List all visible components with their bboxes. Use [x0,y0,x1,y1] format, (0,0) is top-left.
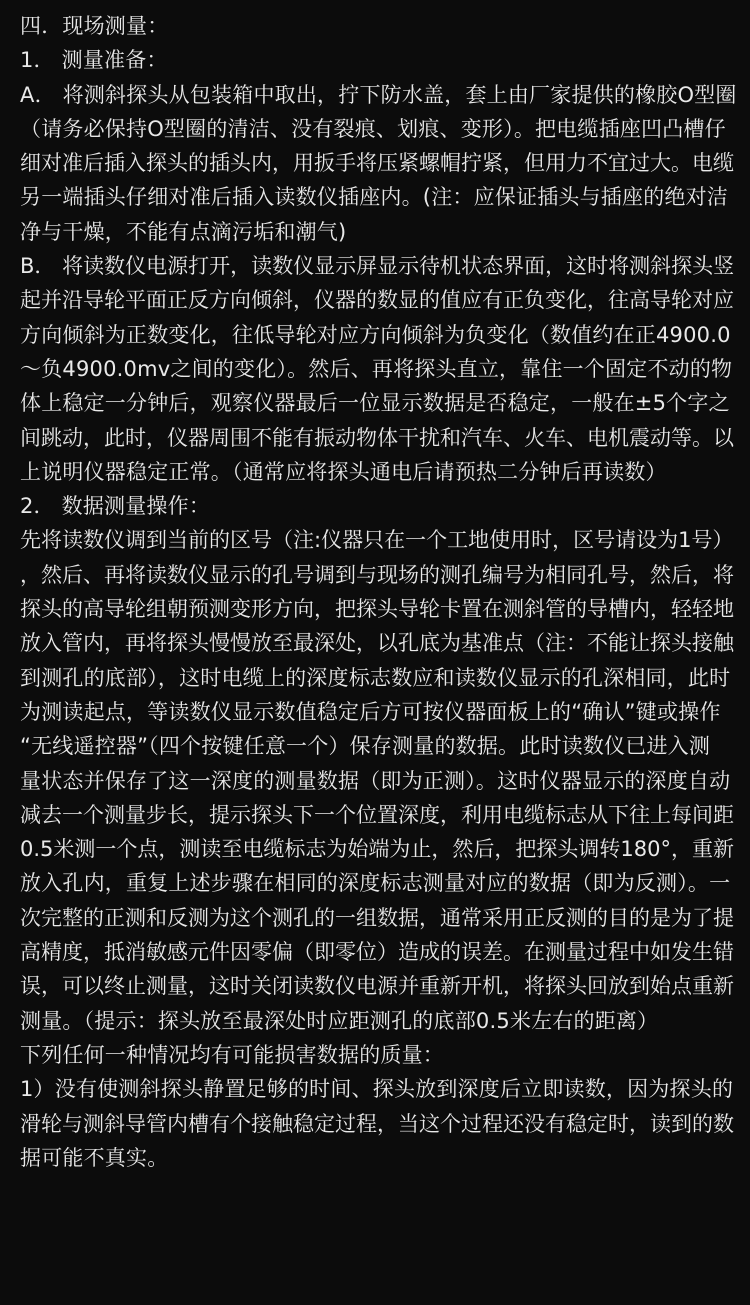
text-line: 减去一个测量步长，提示探头下一个位置深度，利用电缆标志从下往上每间距 [20,802,734,827]
text-line: 起并沿导轮平面正反方向倾斜，仪器的数显的值应有正负变化，往高导轮对应 [20,288,734,313]
text-line: 高精度，抵消敏感元件因零偏（即零位）造成的误差。在测量过程中如发生错 [20,940,734,965]
text-line: 据可能不真实。 [20,1145,169,1170]
text-line: 净与干燥，不能有点滴污垢和潮气) [20,219,347,244]
text-line: 放入管内，再将探头慢慢放至最深处，以孔底为基准点（注：不能让探头接触 [20,631,734,656]
text-line: 量状态并保存了这一深度的测量数据（即为正测）。这时仪器显示的深度自动 [20,768,731,793]
text-line: 误，可以终止测量，这时关闭读数仪电源并重新开机，将探头回放到始点重新 [20,974,734,999]
text-line: ～负4900.0mv之间的变化）。然后、再将探头直立，靠住一个固定不动的物 [20,356,733,381]
text-line: 到测孔的底部），这时电缆上的深度标志数应和读数仪显示的孔深相同，此时 [20,665,731,690]
text-line: 滑轮与测斜导管内槽有个接触稳定过程，当这个过程还没有稳定时，读到的数 [20,1111,734,1136]
text-line: 上说明仪器稳定正常。（通常应将探头通电后请预热二分钟后再读数） [20,459,667,484]
text-line: 放入孔内，重复上述步骤在相同的深度标志测量对应的数据（即为反测）。一 [20,871,731,896]
text-line: “无线遥控器”（四个按键任意一个）保存测量的数据。此时读数仪已进入测 [20,734,711,759]
text-line: 为测读起点，等读数仪显示数值稳定后方可按仪器面板上的“确认”键或操作 [20,699,721,724]
text-line: A． 将测斜探头从包装箱中取出，拧下防水盖，套上由厂家提供的橡胶O型圈 [20,82,737,107]
text-line: 探头的高导轮组朝预测变形方向，把探头导轮卡置在测斜管的导槽内，轻轻地 [20,597,734,622]
text-line: 0.5米测一个点，测读至电缆标志为始端为止，然后，把探头调转180°，重新 [20,837,734,862]
text-line: 测量。（提示：探头放至最深处时应距测孔的底部0.5米左右的距离） [20,1008,659,1033]
text-line: 2． 数据测量操作： [20,494,211,519]
text-line: 次完整的正测和反测为这个测孔的一组数据，通常采用正反测的目的是为了提 [20,905,734,930]
text-line: 四．现场测量： [20,14,169,38]
text-line: 方向倾斜为正数变化，往低导轮对应方向倾斜为负变化（数值约在正4900.0 [20,322,731,347]
text-line: 1）没有使测斜探头静置足够的时间、探头放到深度后立即读数，因为探头的 [20,1077,734,1102]
text-line: 细对准后插入探头的插头内，用扳手将压紧螺帽拧紧，但用力不宜过大。电缆 [20,151,734,176]
text-line: B． 将读数仪电源打开，读数仪显示屏显示待机状态界面，这时将测斜探头竖 [20,254,735,279]
text-line: 另一端插头仔细对准后插入读数仪插座内。(注：应保证插头与插座的绝对洁 [20,185,728,210]
text-line: 1． 测量准备： [20,48,168,73]
text-line: 先将读数仪调到当前的区号（注:仪器只在一个工地使用时，区号请设为1号） [20,528,734,553]
text-line: ，然后、再将读数仪显示的孔号调到与现场的测孔编号为相同孔号，然后，将 [20,562,734,587]
text-line [20,1175,736,1209]
text-line: 间跳动，此时，仪器周围不能有振动物体干扰和汽车、火车、电机震动等。以 [20,425,734,450]
text-line: 下列任何一种情况均有可能损害数据的质量： [20,1042,444,1067]
text-line [20,1209,736,1243]
text-line: 体上稳定一分钟后，观察仪器最后一位显示数据是否稳定，一般在±5个字之 [20,391,730,416]
text-line: （请务必保持O型圈的清洁、没有裂痕、划痕、变形）。把电缆插座凹凸槽仔 [20,116,726,141]
